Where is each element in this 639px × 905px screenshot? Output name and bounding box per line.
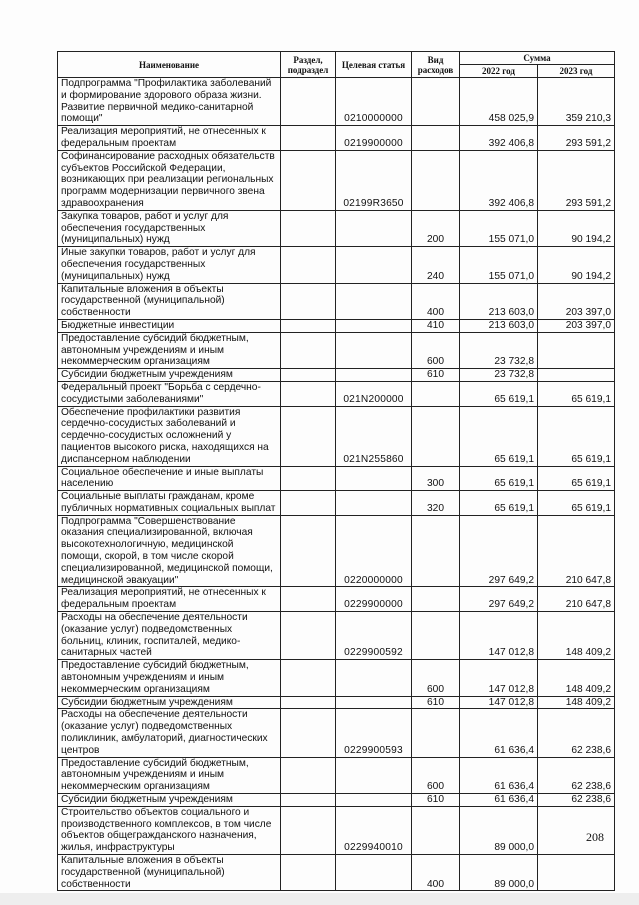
row-value-2022: 65 619,1 [460, 491, 538, 516]
row-section [281, 283, 336, 319]
scan-edge [0, 893, 639, 905]
row-name: Капитальные вложения в объекты государственной (муниципальной) собственности [58, 283, 281, 319]
table-row [58, 587, 615, 612]
table-row [58, 210, 615, 246]
row-target: 0229900000 [336, 587, 412, 612]
row-name: Бюджетные инвестиции [58, 319, 281, 332]
row-kind: 610 [412, 794, 460, 807]
row-target [336, 283, 412, 319]
row-target: 0220000000 [336, 515, 412, 587]
row-value-2022: 297 649,2 [460, 587, 538, 612]
row-section [281, 794, 336, 807]
row-target: 0229940010 [336, 806, 412, 854]
table-row [58, 806, 615, 854]
row-kind: 610 [412, 369, 460, 382]
row-section [281, 515, 336, 587]
row-value-2022: 23 732,8 [460, 369, 538, 382]
row-value-2022: 392 406,8 [460, 150, 538, 210]
page-number: 208 [586, 830, 604, 844]
row-kind [412, 806, 460, 854]
row-target [336, 210, 412, 246]
row-section [281, 78, 336, 126]
row-target [336, 491, 412, 516]
row-section [281, 612, 336, 660]
row-value-2023: 90 194,2 [538, 247, 615, 283]
row-value-2023: 65 619,1 [538, 406, 615, 466]
table-row [58, 794, 615, 807]
header-section: Раздел, подраздел [281, 52, 336, 78]
table-row [58, 150, 615, 210]
row-value-2023: 62 238,6 [538, 757, 615, 793]
table-header [58, 52, 615, 78]
row-value-2023: 90 194,2 [538, 210, 615, 246]
row-kind [412, 406, 460, 466]
row-value-2023: 203 397,0 [538, 319, 615, 332]
row-name: Реализация мероприятий, не отнесенных к федеральным проектам [58, 126, 281, 151]
row-kind: 200 [412, 210, 460, 246]
table-row [58, 709, 615, 757]
row-value-2022: 65 619,1 [460, 406, 538, 466]
row-name: Капитальные вложения в объекты государственной (муниципальной) собственности [58, 855, 281, 891]
row-name: Социальное обеспечение и иные выплаты населению [58, 466, 281, 491]
row-value-2023: 293 591,2 [538, 126, 615, 151]
table-row [58, 757, 615, 793]
row-section [281, 757, 336, 793]
budget-table [57, 51, 615, 891]
row-name: Подпрограмма "Профилактика заболеваний и формирование здорового образа жизни. Развитие первичной медико-санитарной помощи" [58, 78, 281, 126]
row-value-2022: 61 636,4 [460, 794, 538, 807]
row-kind: 240 [412, 247, 460, 283]
row-value-2022: 458 025,9 [460, 78, 538, 126]
row-value-2023: 148 409,2 [538, 696, 615, 709]
table-row [58, 247, 615, 283]
row-value-2023: 210 647,8 [538, 587, 615, 612]
row-target: 02199R3650 [336, 150, 412, 210]
row-name: Строительство объектов социального и производственного комплексов, в том числе объектов общегражданского назначения, жилья, инфраструктуры [58, 806, 281, 854]
row-section [281, 247, 336, 283]
row-kind: 410 [412, 319, 460, 332]
row-value-2023 [538, 332, 615, 368]
row-name: Субсидии бюджетным учреждениям [58, 794, 281, 807]
row-name: Подпрограмма "Совершенствование оказания специализированной, включая высокотехнологичную, медицинской помощи, скорой, в том числе скорой специализированной, медицинской помощи, медицинской эвакуации" [58, 515, 281, 587]
header-year-2023: 2023 год [538, 65, 615, 78]
table-body [58, 78, 615, 891]
header-target: Целевая статья [336, 52, 412, 78]
row-section [281, 587, 336, 612]
row-value-2022: 147 012,8 [460, 660, 538, 696]
row-value-2023: 203 397,0 [538, 283, 615, 319]
row-target [336, 369, 412, 382]
row-section [281, 855, 336, 891]
row-section [281, 406, 336, 466]
row-kind: 600 [412, 660, 460, 696]
row-section [281, 210, 336, 246]
row-value-2022: 61 636,4 [460, 757, 538, 793]
row-value-2023: 62 238,6 [538, 709, 615, 757]
row-value-2023: 65 619,1 [538, 381, 615, 406]
row-name: Предоставление субсидий бюджетным, автономным учреждениям и иным некоммерческим организациям [58, 332, 281, 368]
row-value-2023: 62 238,6 [538, 794, 615, 807]
row-section [281, 696, 336, 709]
row-target: 0219900000 [336, 126, 412, 151]
row-value-2023 [538, 855, 615, 891]
row-value-2023: 210 647,8 [538, 515, 615, 587]
table-row [58, 466, 615, 491]
row-kind [412, 515, 460, 587]
row-name: Расходы на обеспечение деятельности (оказание услуг) подведомственных больниц, клиник, госпиталей, медико-санитарных частей [58, 612, 281, 660]
row-name: Предоставление субсидий бюджетным, автономным учреждениям и иным некоммерческим организациям [58, 757, 281, 793]
table-row [58, 855, 615, 891]
row-name: Расходы на обеспечение деятельности (оказание услуг) подведомственных поликлиник, амбулаторий, диагностических центров [58, 709, 281, 757]
row-target [336, 696, 412, 709]
row-name: Социальные выплаты гражданам, кроме публичных нормативных социальных выплат [58, 491, 281, 516]
header-sum: Сумма [460, 52, 615, 65]
row-kind: 600 [412, 757, 460, 793]
row-target: 0229900592 [336, 612, 412, 660]
table-row [58, 515, 615, 587]
row-target: 021N200000 [336, 381, 412, 406]
row-name: Предоставление субсидий бюджетным, автономным учреждениям и иным некоммерческим организациям [58, 660, 281, 696]
table-row [58, 660, 615, 696]
row-kind: 400 [412, 283, 460, 319]
row-section [281, 319, 336, 332]
row-value-2023: 148 409,2 [538, 660, 615, 696]
row-target [336, 660, 412, 696]
row-value-2022: 89 000,0 [460, 806, 538, 854]
row-kind: 300 [412, 466, 460, 491]
row-value-2022: 213 603,0 [460, 283, 538, 319]
row-target [336, 319, 412, 332]
row-kind [412, 381, 460, 406]
row-section [281, 806, 336, 854]
row-target: 021N255860 [336, 406, 412, 466]
row-name: Иные закупки товаров, работ и услуг для обеспечения государственных (муниципальных) нужд [58, 247, 281, 283]
table-row [58, 78, 615, 126]
row-section [281, 491, 336, 516]
row-value-2023: 65 619,1 [538, 466, 615, 491]
table-row [58, 696, 615, 709]
row-target [336, 332, 412, 368]
row-section [281, 660, 336, 696]
row-name: Субсидии бюджетным учреждениям [58, 696, 281, 709]
row-value-2022: 61 636,4 [460, 709, 538, 757]
row-value-2022: 65 619,1 [460, 466, 538, 491]
row-target [336, 247, 412, 283]
row-name: Обеспечение профилактики развития сердечно-сосудистых заболеваний и сердечно-сосудистых осложнений у пациентов высокого риска, находящихся на диспансерном наблюдении [58, 406, 281, 466]
row-section [281, 150, 336, 210]
row-kind: 400 [412, 855, 460, 891]
row-kind: 320 [412, 491, 460, 516]
row-value-2022: 89 000,0 [460, 855, 538, 891]
row-section [281, 466, 336, 491]
table-row [58, 406, 615, 466]
table-row [58, 332, 615, 368]
row-kind: 600 [412, 332, 460, 368]
row-value-2022: 147 012,8 [460, 612, 538, 660]
row-section [281, 126, 336, 151]
row-value-2023: 65 619,1 [538, 491, 615, 516]
header-name: Наименование [58, 52, 281, 78]
row-value-2023: 293 591,2 [538, 150, 615, 210]
row-section [281, 332, 336, 368]
row-value-2022: 65 619,1 [460, 381, 538, 406]
row-target [336, 855, 412, 891]
row-value-2022: 392 406,8 [460, 126, 538, 151]
row-value-2023: 359 210,3 [538, 78, 615, 126]
row-value-2023 [538, 369, 615, 382]
row-value-2022: 23 732,8 [460, 332, 538, 368]
row-target [336, 794, 412, 807]
row-target: 0229900593 [336, 709, 412, 757]
row-name: Реализация мероприятий, не отнесенных к федеральным проектам [58, 587, 281, 612]
row-kind [412, 612, 460, 660]
table-row [58, 369, 615, 382]
row-value-2022: 213 603,0 [460, 319, 538, 332]
row-value-2023: 148 409,2 [538, 612, 615, 660]
table-row [58, 612, 615, 660]
table-row [58, 319, 615, 332]
header-year-2022: 2022 год [460, 65, 538, 78]
row-kind [412, 709, 460, 757]
row-kind [412, 78, 460, 126]
table-row [58, 126, 615, 151]
table-row [58, 381, 615, 406]
row-target [336, 757, 412, 793]
row-section [281, 369, 336, 382]
row-kind [412, 587, 460, 612]
row-kind: 610 [412, 696, 460, 709]
row-name: Закупка товаров, работ и услуг для обеспечения государственных (муниципальных) нужд [58, 210, 281, 246]
row-section [281, 709, 336, 757]
table-row [58, 491, 615, 516]
row-name: Субсидии бюджетным учреждениям [58, 369, 281, 382]
row-name: Федеральный проект "Борьба с сердечно-сосудистыми заболеваниями" [58, 381, 281, 406]
row-value-2022: 297 649,2 [460, 515, 538, 587]
row-name: Софинансирование расходных обязательств субъектов Российской Федерации, возникающих при реализации региональных программ модернизации первичного звена здравоохранения [58, 150, 281, 210]
row-value-2022: 147 012,8 [460, 696, 538, 709]
row-section [281, 381, 336, 406]
row-kind [412, 150, 460, 210]
table-row [58, 283, 615, 319]
row-target [336, 466, 412, 491]
header-kind: Вид расходов [412, 52, 460, 78]
row-value-2022: 155 071,0 [460, 210, 538, 246]
row-value-2022: 155 071,0 [460, 247, 538, 283]
row-target: 0210000000 [336, 78, 412, 126]
row-kind [412, 126, 460, 151]
